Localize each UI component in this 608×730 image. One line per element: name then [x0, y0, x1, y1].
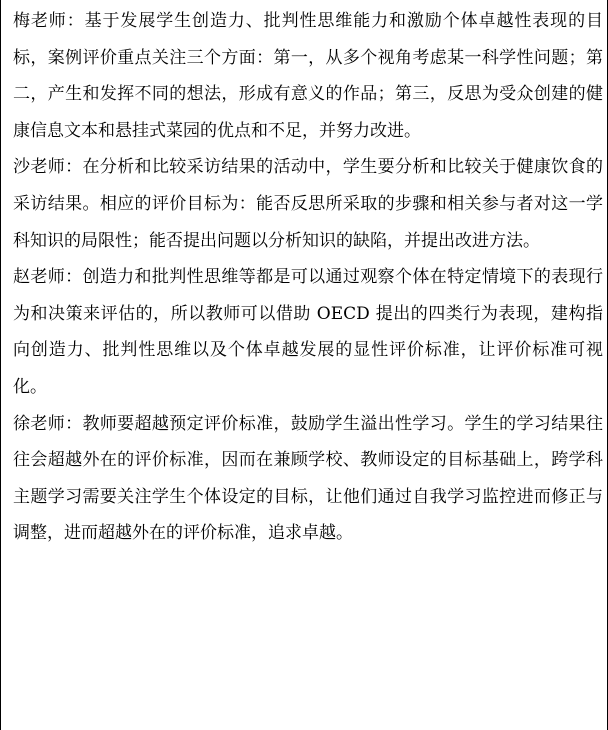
paragraph-xu: 徐老师：教师要超越预定评价标准，鼓励学生溢出性学习。学生的学习结果往往会超越外在的评价标准，因而在兼顾学校、教师设定的目标基础上，跨学科主题学习需要关注学生个体设定的目标，让他们通过自我学习监控进而修正与调整，进而超越外在的评价标准，追求卓越。: [13, 413, 603, 544]
paragraph-sha: 沙老师：在分析和比较采访结果的活动中，学生要分析和比较关于健康饮食的采访结果。相应的评价目标为：能否反思所采取的步骤和相关参与者对这一学科知识的局限性；能否提出问题以分析知识的缺陷，并提出改进方法。: [13, 157, 603, 251]
paragraph-mei: 梅老师：基于发展学生创造力、批判性思维能力和激励个体卓越性表现的目标，案例评价重点关注三个方面：第一，从多个视角考虑某一科学性问题；第二，产生和发挥不同的想法，形成有意义的作品；第三，反思为受众创建的健康信息文本和悬挂式菜园的优点和不足，并努力改进。: [13, 11, 603, 141]
document-body: [13, 3, 603, 552]
paragraph-zhao: 赵老师：创造力和批判性思维等都是可以通过观察个体在特定情境下的表现行为和决策来评估的，所以教师可以借助 OECD 提出的四类行为表现，建构指向创造力、批判性思维以及个体卓越发展的显性评价标准，让评价标准可视化。: [13, 267, 603, 397]
